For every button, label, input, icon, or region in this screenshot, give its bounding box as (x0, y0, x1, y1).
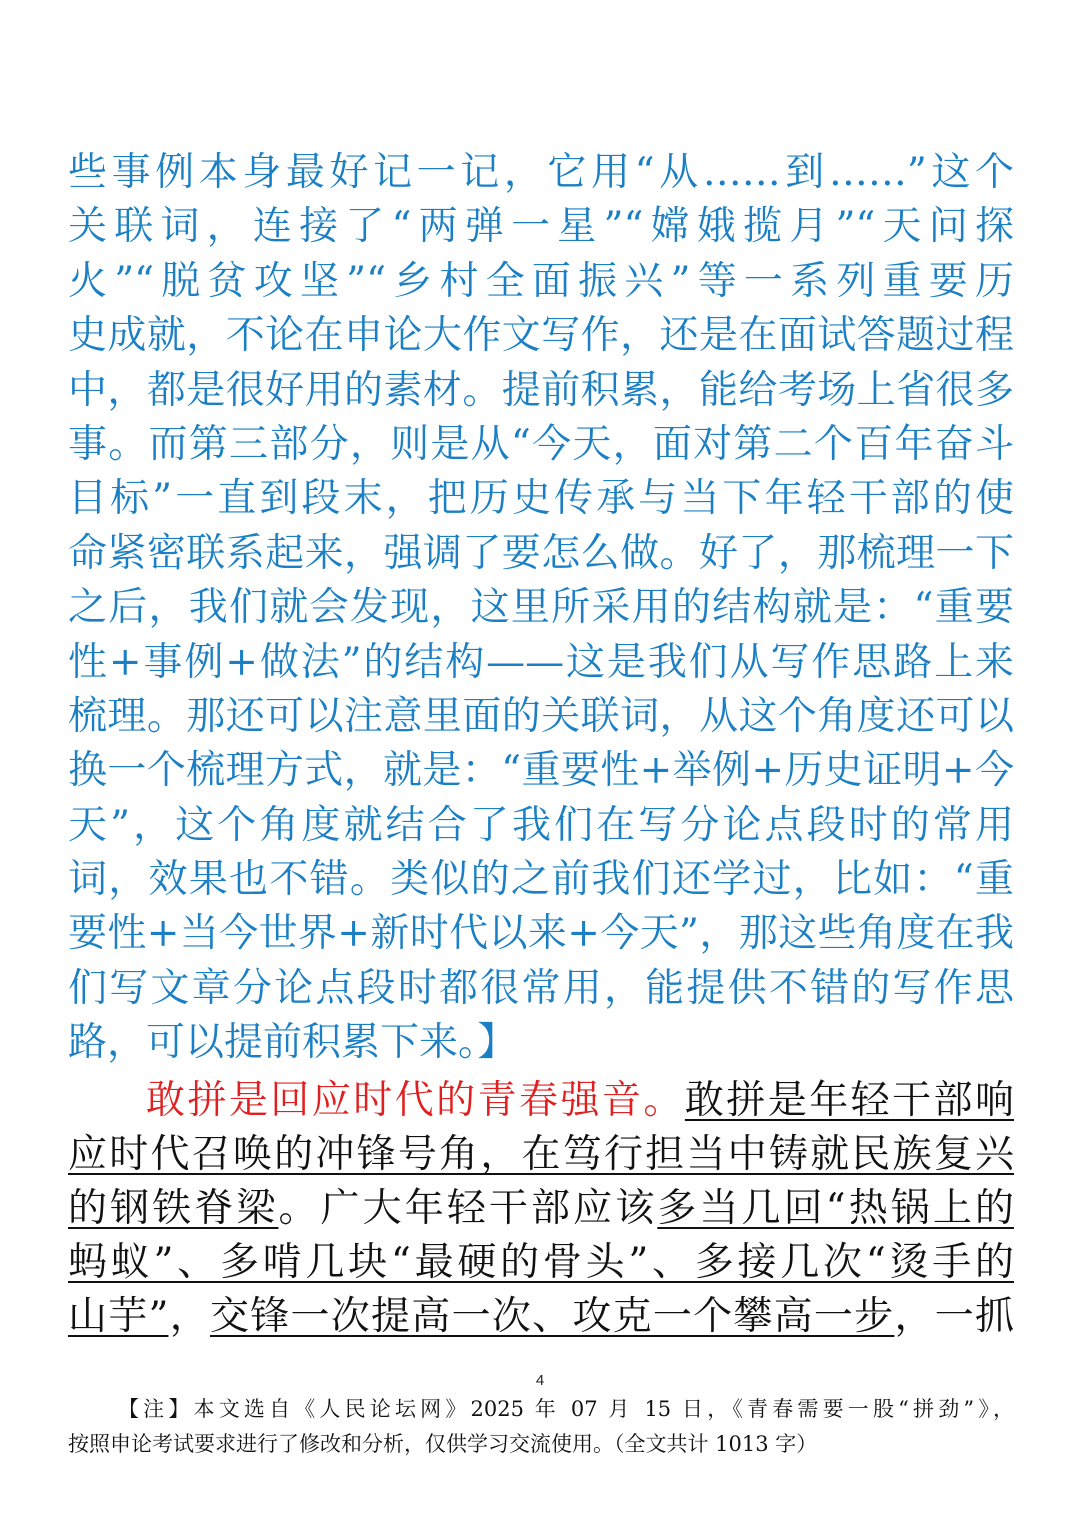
analysis-line: 命紧密联系起来，强调了要怎么做。好了，那梳理一下 (68, 530, 1014, 576)
underlined-text: 多当几回“热锅上的 (657, 1186, 1014, 1231)
analysis-line: 事。而第三部分，则是从“今天，面对第二个百年奋斗 (68, 421, 1014, 467)
analysis-commentary (68, 146, 1014, 1071)
footnote-line: 按照申论考试要求进行了修改和分析，仅供学习交流使用。（全文共计 1013 字） (68, 1432, 818, 1456)
analysis-line: 目标”一直到段末，把历史传承与当下年轻干部的使 (68, 476, 1014, 522)
analysis-line: 史成就，不论在申论大作文写作，还是在面试答题过程 (68, 313, 1014, 359)
analysis-line: 要性+当今世界+新时代以来+今天”，那这些角度在我 (68, 911, 1014, 957)
analysis-line: 梳理。那还可以注意里面的关联词，从这个角度还可以 (68, 693, 1014, 739)
paragraph-line (68, 1128, 1014, 1182)
underlined-text: 山芋” (68, 1294, 169, 1339)
underlined-text: 交锋一次提高一次、攻克一个攀高一步 (210, 1294, 895, 1339)
analysis-line: 些事例本身最好记一记，它用“从……到……”这个 (68, 150, 1014, 195)
underlined-text: 的钢铁脊梁 (68, 1186, 279, 1231)
analysis-line: 性+事例+做法”的结构——这是我们从写作思路上来 (68, 639, 1014, 685)
footnote-line: 【注】本文选自《人民论坛网》2025 年 07 月 15 日，《青春需要一股“拼劲”》， (118, 1397, 1014, 1421)
plain-text: ，一抓 (894, 1294, 1014, 1339)
paragraph-line (68, 1236, 1014, 1290)
analysis-line: 天”，这个角度就结合了我们在写分论点段时的常用 (68, 802, 1014, 848)
analysis-line-last: 路，可以提前积累下来。】 (68, 1020, 517, 1066)
analysis-line: 之后，我们就会发现，这里所采用的结构就是：“重要 (68, 585, 1014, 631)
paragraph-line (68, 1074, 1014, 1128)
paragraph-line (68, 1182, 1014, 1236)
underlined-text: 应时代召唤的冲锋号角，在笃行担当中铸就民族复兴 (68, 1132, 1014, 1177)
underlined-text: 蚂蚁”、多啃几块“最硬的骨头”、多接几次“烫手的 (68, 1240, 1014, 1285)
topic-sentence: 敢拼是回应时代的青春强音。 (146, 1078, 685, 1123)
page-number: 4 (535, 1372, 545, 1389)
paragraph-line (68, 1290, 1014, 1344)
analysis-line: 们写文章分论点段时都很常用，能提供不错的写作思 (68, 965, 1014, 1011)
analysis-line: 关联词，连接了“两弹一星”“嫦娥揽月”“天问探 (68, 204, 1014, 250)
body-paragraph (68, 1074, 1014, 1344)
footnote (68, 1392, 1014, 1462)
plain-text: 。广大年轻干部应该 (278, 1186, 658, 1231)
underlined-text: 敢拼是年轻干部响 (684, 1078, 1014, 1123)
plain-text: ， (168, 1294, 210, 1339)
analysis-line: 换一个梳理方式，就是：“重要性+举例+历史证明+今 (68, 748, 1014, 794)
analysis-line: 中，都是很好用的素材。提前积累，能给考场上省很多 (68, 367, 1014, 413)
analysis-line: 火”“脱贫攻坚”“乡村全面振兴”等一系列重要历 (68, 258, 1014, 304)
analysis-line: 词，效果也不错。类似的之前我们还学过，比如：“重 (68, 857, 1014, 903)
